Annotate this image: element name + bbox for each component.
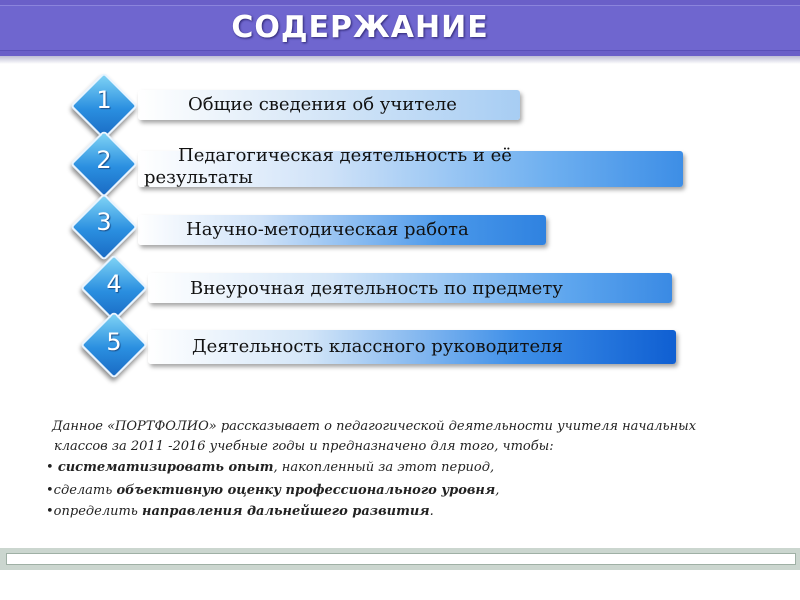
number-badge-5-label: 5 <box>106 328 122 356</box>
menu-item-5-label: Деятельность классного руководителя <box>192 336 563 357</box>
number-badge-3-label: 3 <box>96 208 112 236</box>
number-badge-1-label: 1 <box>96 86 112 114</box>
header-band <box>0 5 800 51</box>
number-badge-4-label: 4 <box>106 270 122 298</box>
header-bar <box>0 0 800 56</box>
bullet-item-3 <box>46 502 434 522</box>
bullet-3-bold: направления дальнейшего развития <box>142 504 430 519</box>
bullet-item-2 <box>46 481 499 501</box>
menu-item-5[interactable] <box>148 330 676 364</box>
menu-item-2-label-line2: результаты <box>144 167 253 188</box>
bullet-2-rest: , <box>495 483 500 498</box>
bullet-marker-2: • <box>46 483 54 498</box>
bullet-2-bold: объективную оценку профессионального уровня <box>116 483 496 498</box>
bullet-marker-1: • <box>46 460 54 475</box>
menu-item-1[interactable] <box>138 90 520 120</box>
menu-item-1-label: Общие сведения об учителе <box>188 94 457 115</box>
menu-item-3-label: Научно-методическая работа <box>186 219 469 240</box>
bullet-2-pre: сделать <box>53 483 117 498</box>
bullet-1-bold: систематизировать опыт <box>57 460 274 475</box>
description-paragraph <box>52 417 772 457</box>
bullet-marker-3: • <box>46 504 54 519</box>
bullet-item-1 <box>46 458 494 478</box>
menu-item-4-label: Внеурочная деятельность по предмету <box>190 278 563 299</box>
page-title: СОДЕРЖАНИЕ <box>231 10 489 45</box>
menu-item-3[interactable] <box>138 215 546 245</box>
menu-item-2[interactable] <box>138 145 683 188</box>
description-line-2: классов за 2011 -2016 учебные годы и предназначено для того, чтобы: <box>54 439 554 454</box>
bullet-3-rest: . <box>429 504 434 519</box>
footer-inner-strip <box>6 553 796 565</box>
description-line-1: Данное «ПОРТФОЛИО» рассказывает о педагогической деятельности учителя начальных <box>52 419 697 434</box>
bullet-3-pre: определить <box>53 504 143 519</box>
menu-item-2-label-line1: Педагогическая деятельность и её <box>178 145 512 166</box>
header-shadow <box>0 56 800 64</box>
bullet-1-rest: , накопленный за этот период, <box>273 460 495 475</box>
number-badge-2-label: 2 <box>96 146 112 174</box>
menu-item-4[interactable] <box>148 273 672 303</box>
